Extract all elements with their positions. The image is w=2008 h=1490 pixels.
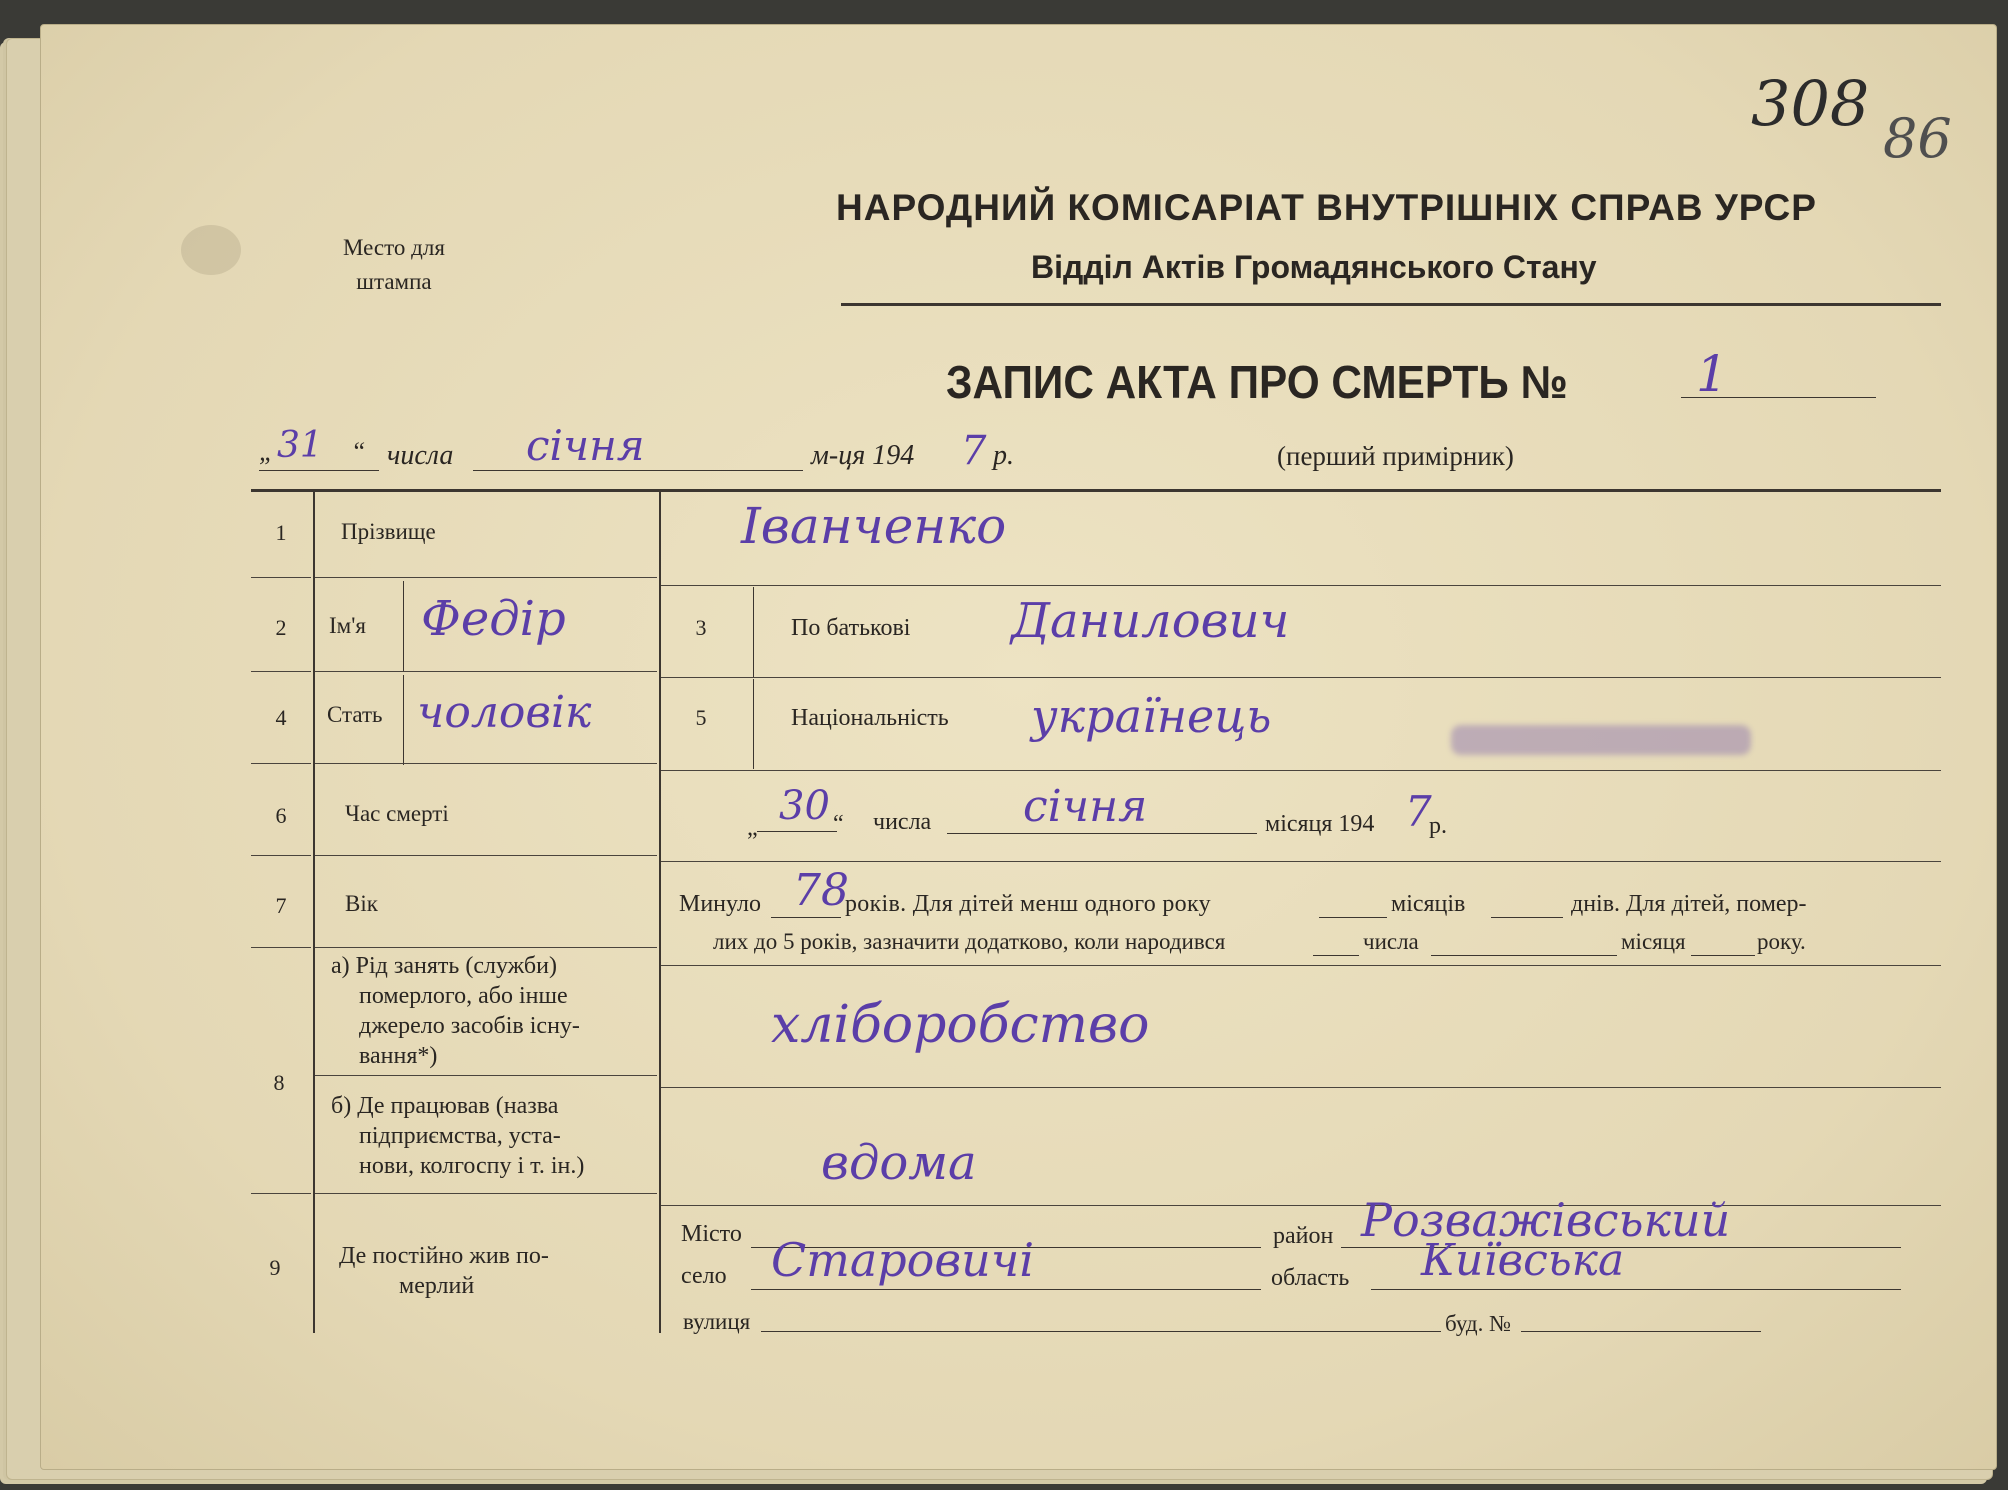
sex-label: Стать [327, 702, 383, 727]
row-8b-value-rule [661, 1205, 1941, 1206]
birth-day-label: числа [1363, 929, 1419, 954]
death-month-line [947, 833, 1257, 834]
row-1-label-rule [315, 577, 657, 578]
row-8a-label-rule [315, 1075, 657, 1076]
nationality-value: українець [1031, 689, 1272, 743]
row-number-2: 2 [275, 615, 287, 640]
row-4-num-rule [251, 763, 311, 764]
row-8b-label-rule [315, 1193, 657, 1194]
row-number-3: 3 [695, 615, 707, 640]
row-7-num-rule [251, 947, 311, 948]
label-column-divider [659, 490, 661, 1333]
record-month-line [473, 470, 803, 471]
row-6-label-rule [315, 855, 657, 856]
occupation-value: хліборобство [771, 995, 1150, 1055]
row-number-9: 9 [269, 1255, 281, 1280]
row-4-label-rule [315, 763, 657, 764]
surname-value: Іванченко [741, 497, 1007, 555]
city-label: Місто [681, 1221, 742, 1247]
row-number-8: 8 [273, 1070, 285, 1095]
first-name-label: Ім'я [329, 613, 366, 638]
patronymic-num-divider [753, 587, 754, 677]
birth-year-line [1691, 955, 1755, 956]
residence-label [339, 1241, 549, 1301]
number-column-divider [313, 490, 315, 1333]
birth-month-line [1431, 955, 1617, 956]
occupation-label-line-2: померлого, або інше [359, 983, 568, 1009]
faded-ink-stamp [1451, 725, 1751, 755]
death-day: 30 [779, 783, 830, 829]
archive-number: 308 [1751, 67, 1870, 140]
row-number-6: 6 [275, 803, 287, 828]
row-7-label-rule [315, 947, 657, 948]
death-month-label: місяця 194 [1265, 811, 1375, 837]
row-6-num-rule [251, 855, 311, 856]
age-line-1-text: років. Для дітей менш одного року [845, 891, 1211, 917]
residence-label-line-2: мерлий [399, 1273, 475, 1299]
patronymic-value: Данилович [1011, 593, 1290, 649]
age-years-value: 78 [793, 865, 849, 916]
record-year-suffix: р. [993, 440, 1014, 471]
workplace-value: вдома [821, 1135, 977, 1191]
age-years-line [771, 917, 841, 918]
death-year-digit: 7 [1405, 787, 1432, 836]
row-2-value-rule [661, 677, 1941, 678]
stamp-place-line-2: штампа [356, 269, 432, 294]
village-value: Старовичі [771, 1233, 1035, 1287]
birth-day-line [1313, 955, 1359, 956]
occupation-label-line-4: вання*) [359, 1043, 438, 1069]
record-month: січня [526, 421, 645, 470]
row-2-label-rule [315, 671, 657, 672]
row-6-value-rule [661, 861, 1941, 862]
house-label: буд. № [1445, 1311, 1512, 1336]
workplace-label-line-1: б) Де працював (назва [331, 1093, 559, 1119]
house-line [1521, 1331, 1761, 1332]
age-months-label: місяців [1391, 891, 1466, 917]
record-day: 31 [277, 425, 323, 466]
sex-value: чоловік [417, 687, 592, 738]
occupation-label-line-3: джерело засобів існу- [359, 1013, 580, 1039]
record-day-line [259, 470, 379, 471]
first-name-value: Федір [421, 591, 566, 647]
street-label: вулиця [683, 1309, 751, 1334]
age-months-line [1319, 917, 1387, 918]
region-line [1371, 1289, 1901, 1290]
row-8-num-rule [251, 1193, 311, 1194]
village-line [751, 1289, 1261, 1290]
residence-label-line-1: Де постійно жив по- [339, 1243, 549, 1269]
workplace-label-line-2: підприємства, уста- [359, 1123, 561, 1149]
ministry-title: НАРОДНИЙ КОМІСАРІАТ ВНУТРІШНІХ СПРАВ УРСР [836, 187, 1817, 228]
row-number-4: 4 [275, 705, 287, 730]
record-number: 1 [1696, 345, 1728, 403]
occupation-label [331, 951, 580, 1071]
death-month: січня [1023, 781, 1148, 832]
header-rule [841, 303, 1941, 306]
death-year-suffix: р. [1429, 813, 1447, 839]
record-number-line [1681, 397, 1876, 398]
record-month-label: м-ця 194 [811, 440, 915, 471]
row-4-value-rule [661, 770, 1941, 771]
row-2-num-rule [251, 671, 311, 672]
death-day-label: числа [873, 809, 932, 835]
sex-divider [403, 675, 404, 765]
paper-stain [181, 225, 241, 275]
district-label: район [1273, 1223, 1334, 1249]
first-name-divider [403, 581, 404, 671]
birth-month-label: місяця [1621, 929, 1686, 954]
document-sheet: 308 86 Место для штампа НАРОДНИЙ КОМІСАРІАТ ВНУТРІШНІХ СПРАВ УРСР Відділ Актів Громадянського Стану ЗАПИС АКТА ПРО СМЕРТЬ № 1 „ 31 “ числа січня м-ця 194 7 р. (перший примірник) 1 Прізвище Іванченко 2 Ім'я Федір 3 По батькові Данилович 4 Стать чоловік 5 Національність українець 6 Час смерті „ 30 “ числа січня місяця 194 7 р. 7 Вік Минуло 78 років. Для дітей менш одного року місяців днів. Для дітей, помер- лих до 5 років, зазначити додатково, коли народився числа місяця року. 8 а) Рід занять (служби) померлого, або інше джерело засобів існу- вання*) хліборобство б) Де працював (назва підприємства, уста- нови, колгоспу і т. ін.) вдома 9 Де постійно жив по- мерлий Місто район Розважівський село Старовичі область Київська вулиця буд. № [40, 24, 1997, 1470]
copy-note: (перший примірник) [1277, 441, 1514, 471]
row-number-1: 1 [275, 520, 287, 545]
time-of-death-label: Час смерті [345, 801, 449, 826]
nationality-label: Національність [791, 705, 949, 731]
region-value: Київська [1421, 1235, 1625, 1286]
record-title: ЗАПИС АКТА ПРО СМЕРТЬ № [946, 356, 1568, 408]
age-label: Вік [345, 891, 378, 916]
age-days-line [1491, 917, 1563, 918]
record-year-digit: 7 [961, 428, 987, 474]
age-days-label: днів. Для дітей, помер- [1571, 891, 1807, 917]
street-line [761, 1331, 1441, 1332]
age-passed-label: Минуло [679, 891, 761, 917]
row-7-value-rule [661, 965, 1941, 966]
village-label: село [681, 1263, 727, 1289]
patronymic-label: По батькові [791, 615, 911, 641]
workplace-label-line-3: нови, колгоспу і т. ін.) [359, 1153, 585, 1179]
surname-label: Прізвище [341, 519, 436, 544]
archive-number-secondary: 86 [1883, 107, 1952, 170]
department-title: Відділ Актів Громадянського Стану [1031, 249, 1597, 285]
district-value: Розважівський [1361, 1193, 1731, 1247]
row-number-5: 5 [695, 705, 707, 730]
region-label: область [1271, 1265, 1350, 1291]
stamp-place-line-1: Место для [343, 235, 445, 260]
death-day-line [757, 831, 837, 832]
nationality-num-divider [753, 679, 754, 769]
row-8a-value-rule [661, 1087, 1941, 1088]
row-1-value-rule [661, 585, 1941, 586]
row-number-7: 7 [275, 893, 287, 918]
age-line-2-text: лих до 5 років, зазначити додатково, коли народився [713, 929, 1226, 954]
workplace-label [331, 1091, 584, 1181]
row-1-num-rule [251, 577, 311, 578]
occupation-label-line-1: а) Рід занять (служби) [331, 953, 557, 979]
birth-year-label: року. [1757, 929, 1806, 954]
stamp-place-label [343, 231, 445, 299]
table-top-rule [251, 489, 1941, 492]
record-day-label: числа [387, 440, 454, 471]
